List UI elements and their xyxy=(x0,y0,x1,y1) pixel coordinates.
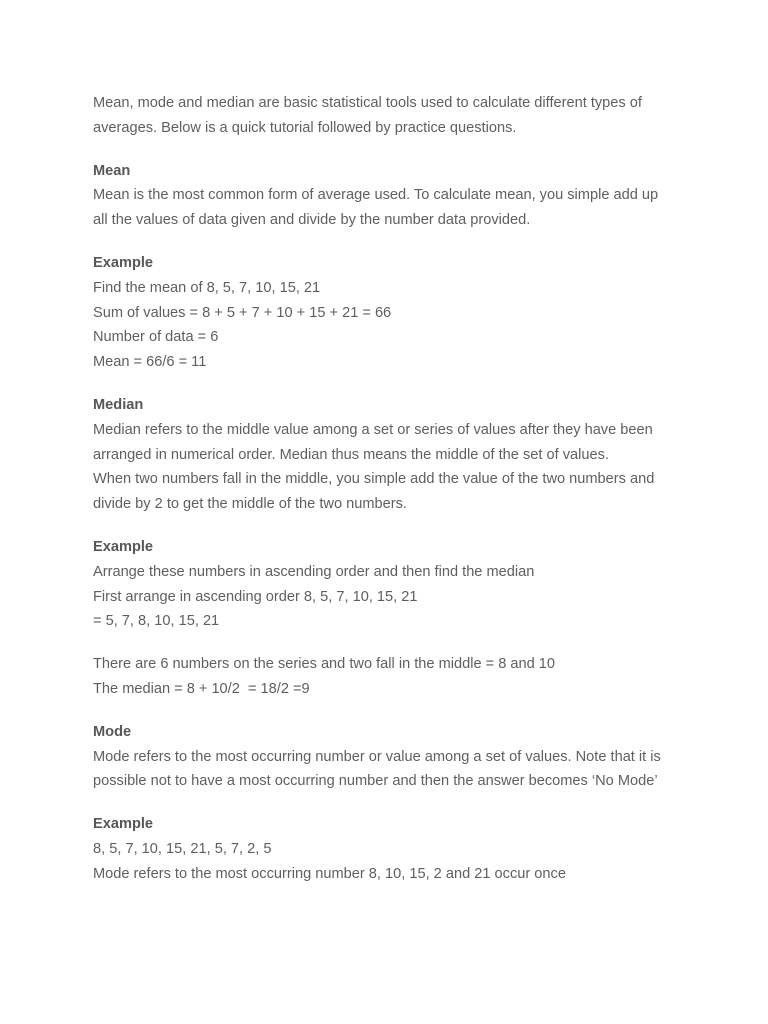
mean-example-line: Sum of values = 8 + 5 + 7 + 10 + 15 + 21 = 66 xyxy=(93,304,392,321)
median-example-line: = 5, 7, 8, 10, 15, 21 xyxy=(93,613,220,630)
mean-example-line: Number of data = 6 xyxy=(93,329,219,346)
mode-example-heading: Example xyxy=(93,816,154,833)
median-text-line: Median refers to the middle value among a set or series of values after they have been xyxy=(93,421,653,438)
median-example-heading: Example xyxy=(93,538,154,555)
median-text-line: When two numbers fall in the middle, you simple add the value of the two numbers and xyxy=(93,471,655,488)
mean-text-line-2: all the values of data given and divide by the number data provided. xyxy=(93,212,531,229)
mode-heading: Mode xyxy=(93,723,132,740)
mean-example-heading: Example xyxy=(93,254,154,271)
median-text-line: arranged in numerical order. Median thus means the middle of the set of values. xyxy=(93,446,609,463)
intro-line-2: averages. Below is a quick tutorial followed by practice questions. xyxy=(93,119,517,136)
mode-text-line: Mode refers to the most occurring number or value among a set of values. Note that it is xyxy=(93,748,661,765)
mean-example-line: Find the mean of 8, 5, 7, 10, 15, 21 xyxy=(93,279,321,296)
intro-line-1: Mean, mode and median are basic statistical tools used to calculate different types of xyxy=(93,95,642,111)
median-example-line: First arrange in ascending order 8, 5, 7, 10, 15, 21 xyxy=(93,588,418,605)
mean-example-line: Mean = 66/6 = 11 xyxy=(93,354,207,371)
mode-text-line: possible not to have a most occurring number and then the answer becomes ‘No Mode’ xyxy=(93,773,658,790)
median-heading: Median xyxy=(93,396,144,413)
document-body xyxy=(93,91,693,887)
median-example-line: Arrange these numbers in ascending order and then find the median xyxy=(93,563,535,580)
mean-text-line-1: Mean is the most common form of average used. To calculate mean, you simple add up xyxy=(93,187,659,204)
median-text-line: divide by 2 to get the middle of the two numbers. xyxy=(93,496,407,513)
mean-heading: Mean xyxy=(93,162,131,179)
median-result-line: There are 6 numbers on the series and two fall in the middle = 8 and 10 xyxy=(93,656,556,673)
mode-example-line: 8, 5, 7, 10, 15, 21, 5, 7, 2, 5 xyxy=(93,840,272,857)
mode-example-line: Mode refers to the most occurring number 8, 10, 15, 2 and 21 occur once xyxy=(93,865,566,882)
median-result-line: The median = 8 + 10/2 = 18/2 =9 xyxy=(93,680,310,697)
